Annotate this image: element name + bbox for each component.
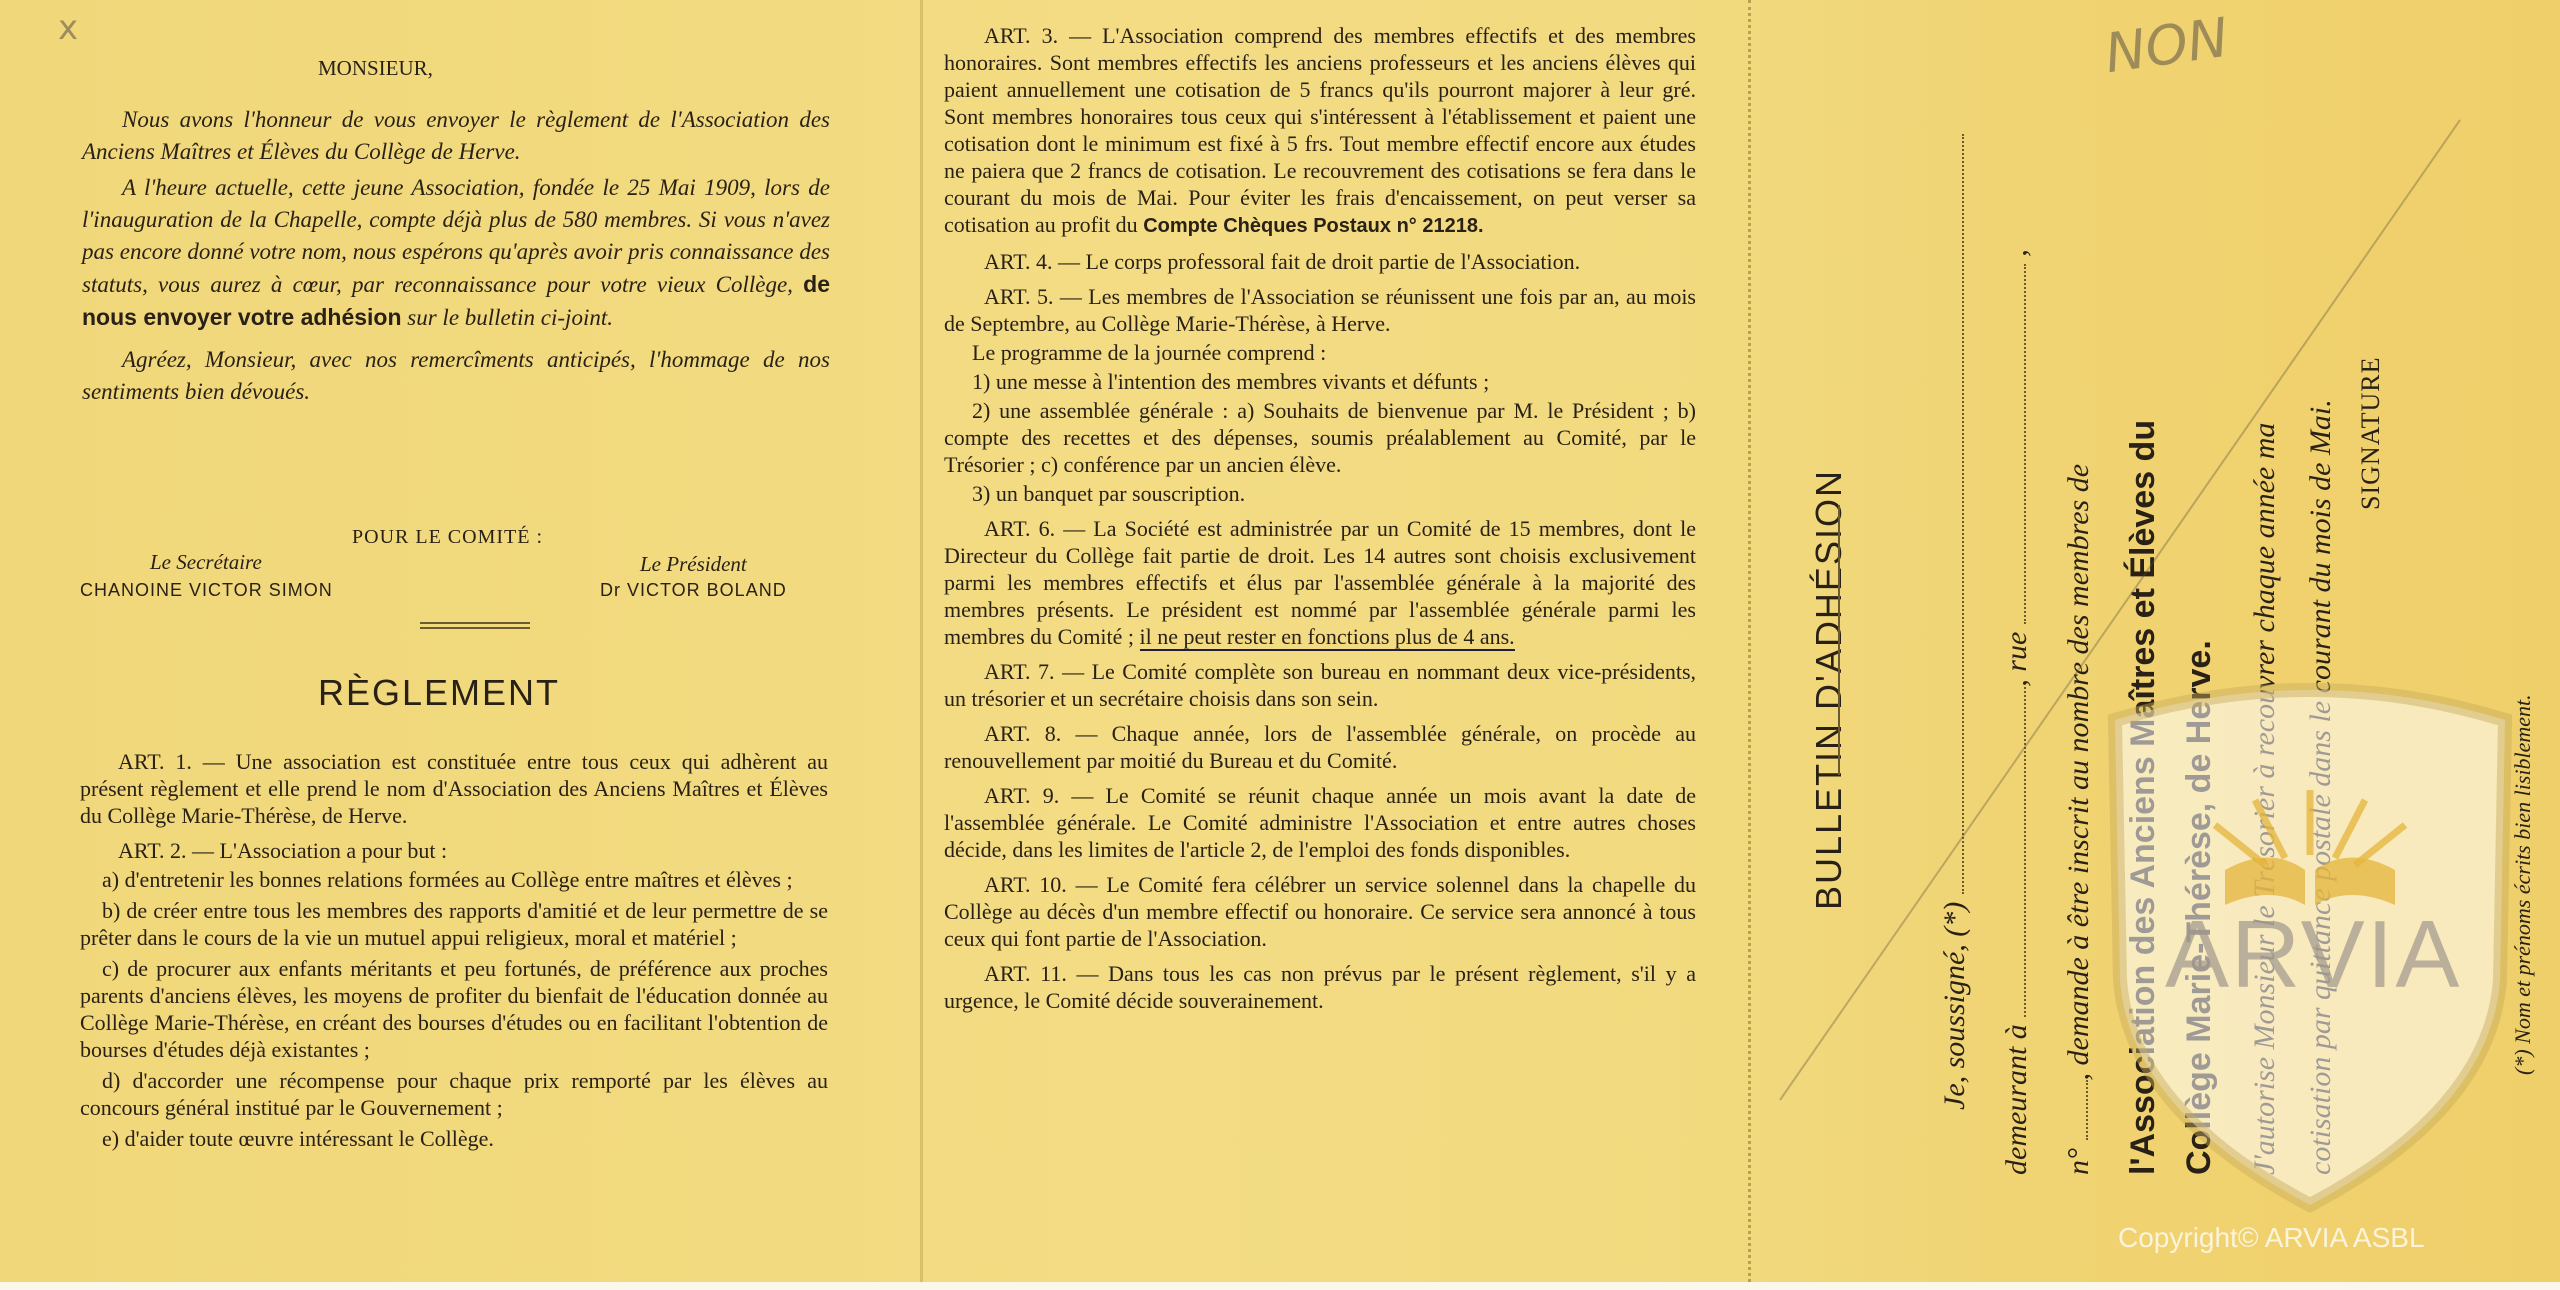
article-6 — [944, 515, 1696, 650]
article-10: ART. 10. — Le Comité fera célébrer un service solennel dans la chapelle du Collège au décès d'un membre effectif ou honoraire. Ce service sera annoncé à tous ceux qui font partie de l'Association. — [944, 872, 1696, 951]
signature-label: SIGNATURE — [2356, 356, 2385, 510]
article-2-intro: ART. 2. — L'Association a pour but : — [118, 838, 448, 863]
article-1: ART. 1. — Une association est constituée entre tous ceux qui adhèrent au présent règlement et elle prend le nom d'Association des Anciens Maîtres et Élèves du Collège Marie-Thérèse, de Herve. — [80, 749, 828, 828]
article-6-underlined: il ne peut rester en fonctions plus de 4 ans. — [1139, 624, 1515, 649]
article-11: ART. 11. — Dans tous les cas non prévus par le présent règlement, s'il y a urgence, le Comité décide souverainement. — [944, 961, 1696, 1013]
article-3-text: ART. 3. — L'Association comprend des membres effectifs et des membres honoraires. Sont membres effectifs les anciens professeurs et les anciens élèves qui paient annuellement une cotisation de 5 francs qu'ils pourront majorer à leur gré. Sont membres honoraires tous ceux qui s'intéressent à l'établissement et paient une cotisation dont le minimum est fixé à 5 frs. Tout membre effectif encore aux études ne paiera que 2 francs de cotisation. Le recouvrement des cotisations se fera dans le courant du mois de Mai. Pour éviter les frais d'encaissement, on peut verser sa cotisation au profit du — [944, 23, 1696, 237]
handwritten-non: NON — [2101, 5, 2233, 86]
soussigne-label: Je, soussigné, (*) — [1938, 901, 1971, 1110]
president-title: Le Président — [640, 552, 747, 576]
demeurant-label: demeurant à — [2000, 1024, 2033, 1175]
reglement-title: RÈGLEMENT — [318, 672, 561, 713]
letter-emphasis-tail: sur le bulletin ci-joint. — [407, 305, 613, 330]
bulletin-title: BULLETIN D'ADHÉSION — [1808, 469, 1849, 910]
article-5-item-2: 2) une assemblée générale : a) Souhaits de bienvenue par M. le Président ; b) compte des recettes et des dépenses, soumis préalablement au Comité, par le Trésorier ; c) conférence par un ancien élève. — [944, 398, 1696, 477]
letter-body — [82, 104, 830, 408]
article-5: ART. 5. — Les membres de l'Association se réunissent une fois par an, au mois de Septembre, au Collège Marie-Thérèse, à Herve. — [944, 284, 1696, 336]
article-2-item-b: b) de créer entre tous les membres des rapports d'amitié et de leur permettre de se prêter dans le cours de la vie un mutuel appui religieux, moral et matériel ; — [80, 898, 828, 950]
letter-paragraph-1: Nous avons l'honneur de vous envoyer le règlement de l'Association des Anciens Maîtres et Élèves du Collège de Herve. — [82, 107, 830, 164]
letter-paragraph-3: Agréez, Monsieur, avec nos remercîments anticipés, l'hommage de nos sentiments bien dévoués. — [82, 347, 830, 404]
demande-text: , demande à être inscrit au nombre des membres de — [2062, 463, 2095, 1081]
president-name: Dr VICTOR BOLAND — [600, 580, 787, 600]
article-5-item-3: 3) un banquet par souscription. — [972, 481, 1246, 506]
scan-border — [0, 1282, 2560, 1290]
letter-emphasis: de nous envoyer votre adhésion — [82, 271, 830, 330]
corner-mark: x — [58, 8, 79, 48]
article-7: ART. 7. — Le Comité complète son bureau en nommant deux vice-présidents, un trésorier et un secrétaire choisis dans son sein. — [944, 659, 1696, 711]
letter-salutation: MONSIEUR, — [318, 56, 433, 80]
numero-label: n° — [2062, 1148, 2095, 1175]
copyright-notice: Copyright© ARVIA ASBL — [2118, 1222, 2425, 1253]
article-2-item-c: c) de procurer aux enfants méritants et peu fortunés, de préférence aux proches parents d'anciens élèves, les moyens de profiter du bienfait de l'éducation donnée au Collège Marie-Thérèse, en créant des bourses d'études ou en facilitant l'obtention de bourses d'études déjà existantes ; — [80, 956, 828, 1062]
letter-paragraph-2-text: A l'heure actuelle, cette jeune Association, fondée le 25 Mai 1909, lors de l'inauguration de la Chapelle, compte déjà plus de 580 membres. Si vous n'avez pas encore donné votre nom, nous espérons qu'après avoir pris connaissance des statuts, vous aurez à cœur, par reconnaissance pour votre vieux Collège, — [82, 175, 830, 297]
article-9: ART. 9. — Le Comité se réunit chaque année un mois avant la date de l'assemblée générale. Le Comité administre l'Association et entre autres choses décide, dans les limites de l'article 2, de l'emploi des fonds disponibles. — [944, 783, 1696, 862]
article-2-item-d: d) d'accorder une récompense pour chaque prix remporté par les élèves au concours général institué par le Gouvernement ; — [80, 1068, 828, 1120]
article-3 — [944, 22, 1696, 240]
article-5-programme: Le programme de la journée comprend : — [972, 340, 1327, 365]
article-8: ART. 8. — Chaque année, lors de l'assemblée générale, on procède au renouvellement par moitié du Bureau et du Comité. — [944, 721, 1696, 773]
articles-column-left — [80, 748, 828, 1152]
perforation-line — [1748, 0, 1751, 1282]
article-6-text: ART. 6. — La Société est administrée par un Comité de 15 membres, dont le Directeur du Collège fait partie de droit. Les 14 autres sont choisis exclusivement parmi les membres effectifs et élus par l'assemblée générale à la majorité des membres présents. Le président est nommé par l'assemblée générale parmi les membres du Comité ; — [944, 516, 1696, 649]
section-divider — [420, 622, 530, 629]
article-2-item-e: e) d'aider toute œuvre intéressant le Collège. — [102, 1126, 494, 1151]
letter-paragraph-2 — [82, 172, 830, 334]
articles-column-right — [944, 22, 1696, 1014]
secretary-name: CHANOINE VICTOR SIMON — [80, 580, 333, 600]
article-4: ART. 4. — Le corps professoral fait de droit partie de l'Association. — [984, 249, 1581, 274]
article-2-item-a: a) d'entretenir les bonnes relations formées au Collège entre maîtres et élèves ; — [102, 867, 793, 892]
bulletin-footnote: (*) Nom et prénoms écrits bien lisiblement. — [2510, 694, 2535, 1075]
bulletin-line-demeurant: demeurant à , rue , — [2000, 249, 2033, 1175]
arvia-wordmark: ARVIA — [2165, 901, 2462, 1008]
committee-label: POUR LE COMITÉ : — [352, 526, 543, 548]
fold-line-left — [920, 0, 923, 1282]
article-5-item-1: 1) une messe à l'intention des membres vivants et défunts ; — [972, 369, 1490, 394]
postal-account: Compte Chèques Postaux n° 21218. — [1143, 215, 1484, 237]
secretary-title: Le Secrétaire — [150, 550, 262, 574]
rue-label: , rue — [2000, 631, 2033, 687]
